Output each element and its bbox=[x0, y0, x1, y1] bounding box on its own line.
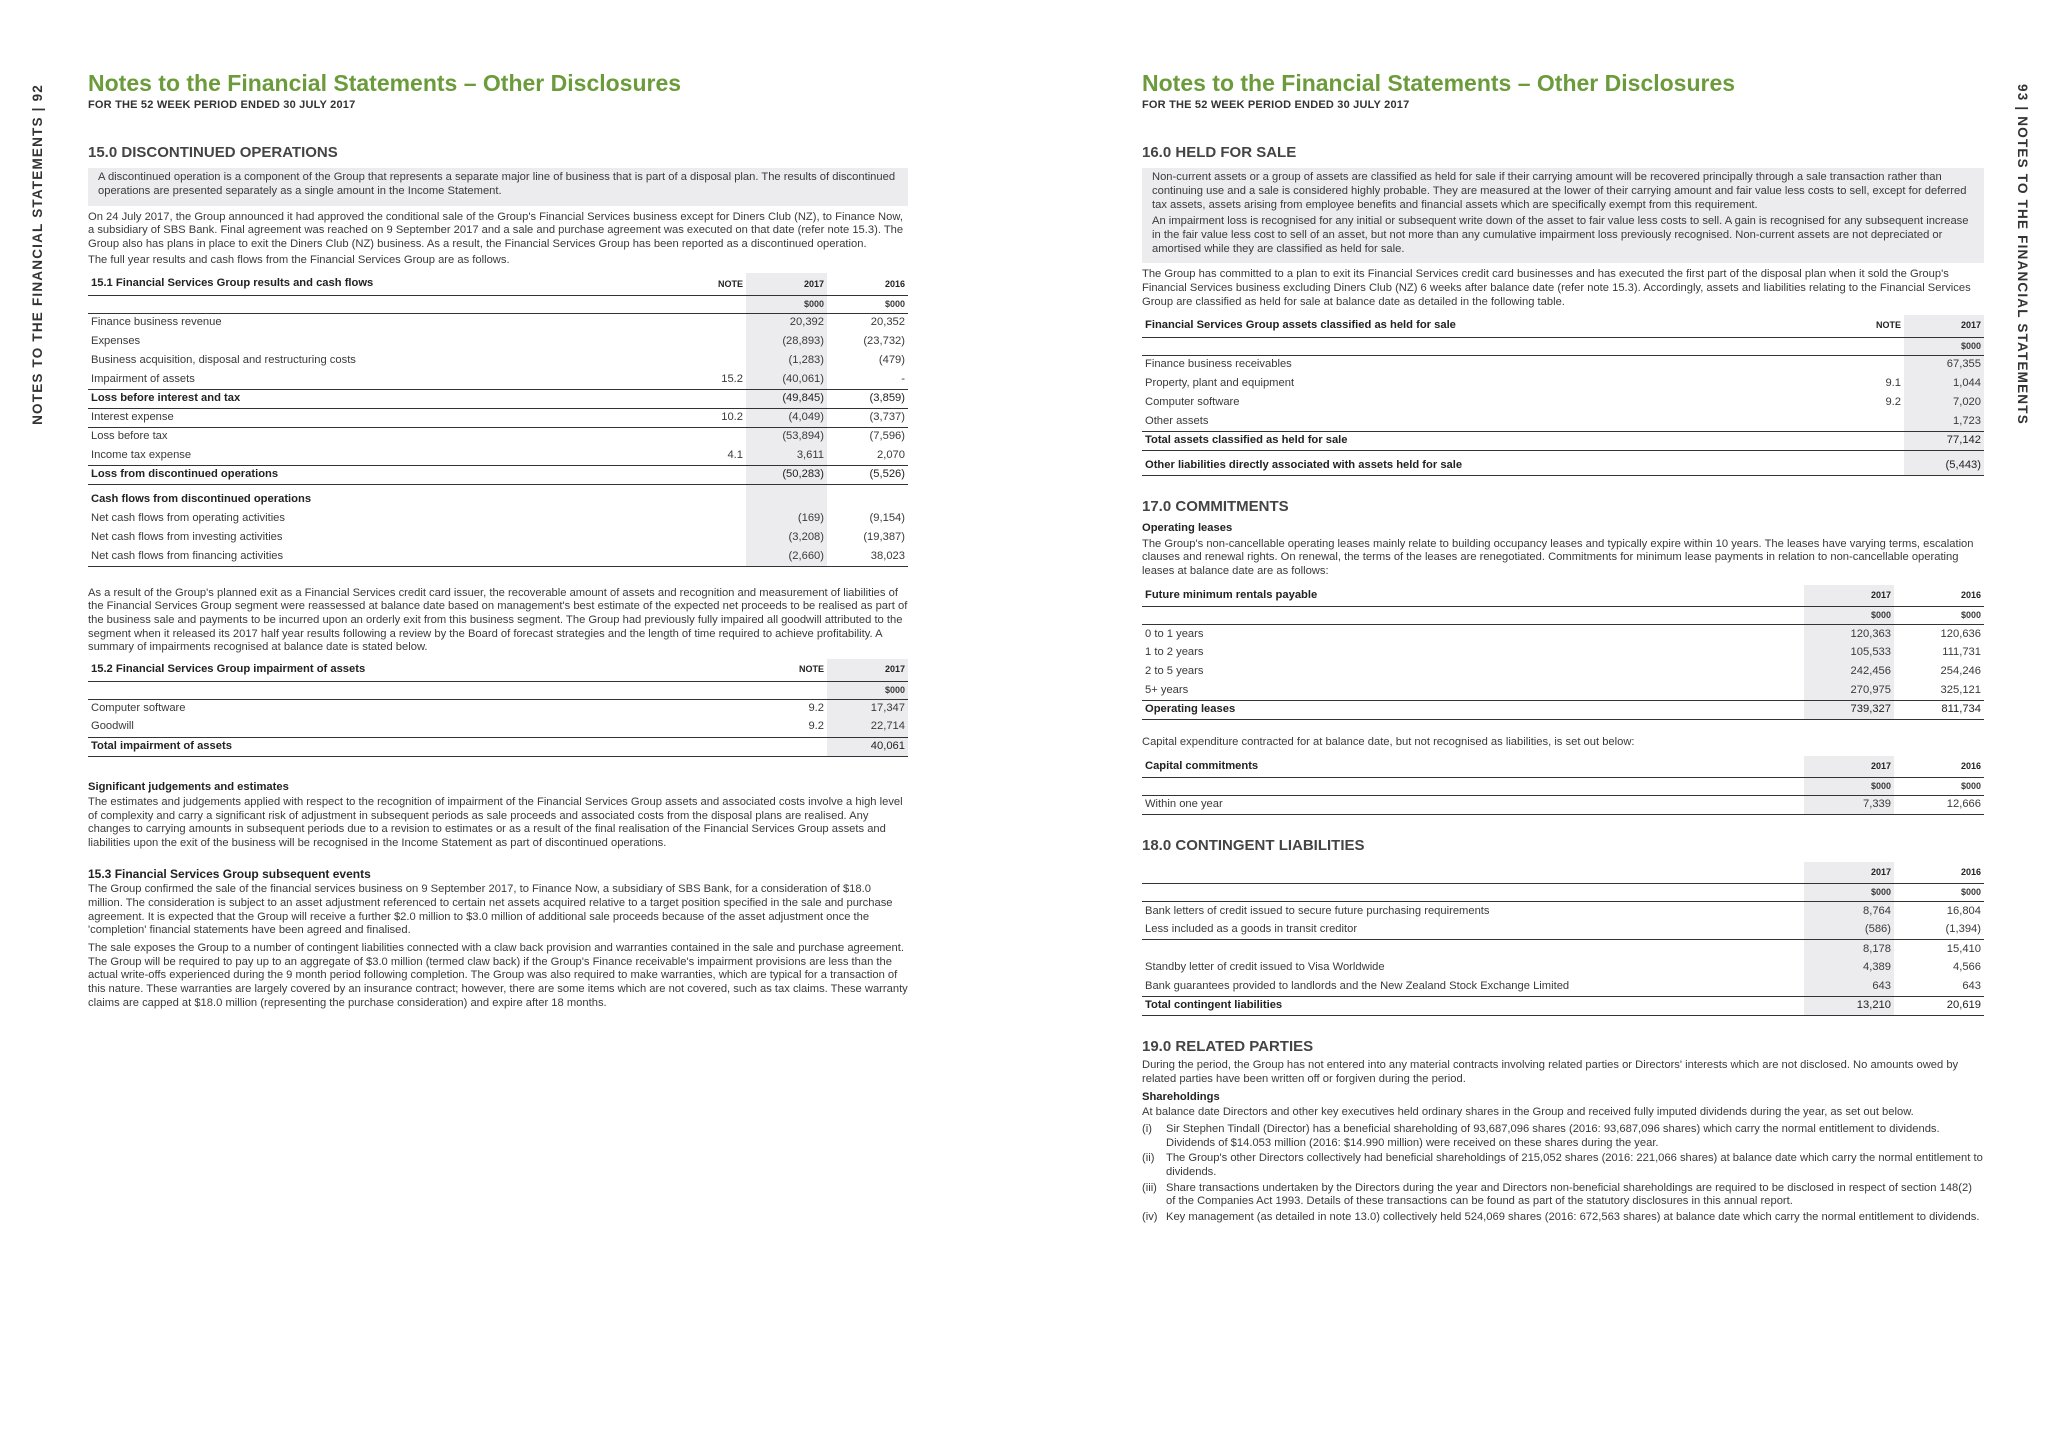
unit-label: $000 bbox=[1960, 610, 1981, 621]
table-heading: 15.2 Financial Services Group impairment of assets bbox=[88, 659, 655, 681]
row-value: 643 bbox=[1804, 978, 1894, 997]
side-label-right: 93 | NOTES TO THE FINANCIAL STATEMENTS bbox=[2015, 84, 2030, 425]
page-subtitle-right: FOR THE 52 WEEK PERIOD ENDED 30 JULY 2017 bbox=[1142, 99, 1410, 111]
row-label: Other assets bbox=[1142, 412, 1742, 431]
table-capital-commitments bbox=[1142, 756, 1984, 816]
unit-label: $000 bbox=[746, 295, 827, 313]
row-label bbox=[1142, 940, 1804, 959]
definition-text: Non-current assets or a group of assets are classified as held for sale if their carrying amount will be recovered principally through a sale transaction rather than continuing use and a sale is considered highly probable. They are measured at the lower of their carrying amount and fair value less costs to sell, except for deferred tax assets, assets arising from employee benefits and financial assets which are specifically exempt from this requirement. bbox=[1152, 171, 1967, 211]
row-label: 1 to 2 years bbox=[1145, 646, 1204, 659]
shareholdings-list bbox=[1142, 1123, 1984, 1225]
year-header: 2017 bbox=[1804, 862, 1894, 884]
row-value: (1,283) bbox=[746, 351, 827, 370]
row-value: (23,732) bbox=[863, 334, 905, 347]
row-value: 7,339 bbox=[1804, 796, 1894, 815]
year-header: 2017 bbox=[1804, 756, 1894, 778]
row-label: Business acquisition, disposal and restructuring costs bbox=[91, 353, 356, 366]
paragraph: The sale exposes the Group to a number of contingent liabilities connected with a claw back provision and warranties contained in the sale and purchase agreement. The Group will be required to pay up to an aggregate of $3.0 million (termed claw back) if the Group's Finance receivable's impairment provisions are less than the actual write-offs experienced during the 9 month period following completion. The Group was also required to make warranties, which are typical for a transaction of this nature. These warranties are largely covered by an insurance contract; however, there are some items which are not covered, such as tax claims. These warranty claims are capped at $18.0 million (representing the purchase consideration) and expire after 18 months. bbox=[88, 942, 908, 1009]
right-column bbox=[1142, 144, 1984, 1227]
subheading: Shareholdings bbox=[1142, 1090, 1220, 1103]
row-note: 15.2 bbox=[655, 370, 746, 389]
row-note: 10.2 bbox=[655, 408, 746, 427]
row-value: 7,020 bbox=[1904, 393, 1984, 412]
subheading: Operating leases bbox=[1142, 522, 1233, 534]
table-heading: Capital commitments bbox=[1142, 756, 1804, 778]
unit-label: $000 bbox=[827, 681, 908, 699]
row-label: 2 to 5 years bbox=[1145, 665, 1204, 678]
unit-label: $000 bbox=[1804, 884, 1894, 902]
table-held-for-sale bbox=[1142, 315, 1984, 476]
row-note: 9.2 bbox=[1885, 395, 1901, 408]
definition-box bbox=[1142, 168, 1984, 263]
side-label-left: NOTES TO THE FINANCIAL STATEMENTS | 92 bbox=[30, 84, 45, 425]
row-value: 22,714 bbox=[827, 718, 908, 737]
row-value: 643 bbox=[1894, 978, 1984, 997]
list-item bbox=[1142, 1211, 1984, 1225]
page-subtitle-left: FOR THE 52 WEEK PERIOD ENDED 30 JULY 2017 bbox=[88, 99, 356, 111]
row-value: 77,142 bbox=[1904, 431, 1984, 450]
section-18-heading: 18.0 CONTINGENT LIABILITIES bbox=[1142, 837, 1365, 855]
right-page bbox=[1024, 0, 2048, 1448]
row-value: 20,619 bbox=[1894, 997, 1984, 1016]
row-value: 40,061 bbox=[827, 737, 908, 756]
row-note bbox=[655, 313, 746, 332]
list-text: Share transactions undertaken by the Directors during the year and Directors non-beneficial shareholdings are required to be disclosed in respect of section 148(2) of the Companies Act 1993. Details of these transactions can be found as part of the statutory disclosures in this annual report. bbox=[1166, 1181, 1972, 1208]
row-label: Impairment of assets bbox=[88, 370, 655, 389]
row-value: (40,061) bbox=[746, 370, 827, 389]
row-value: (19,387) bbox=[863, 530, 905, 543]
table-heading: 15.1 Financial Services Group results and cash flows bbox=[88, 273, 655, 295]
row-value: 15,410 bbox=[1946, 942, 1981, 955]
row-value: (4,049) bbox=[746, 408, 827, 427]
row-note bbox=[655, 389, 746, 408]
row-note bbox=[1742, 412, 1904, 431]
row-label: Income tax expense bbox=[88, 446, 655, 465]
row-value: (7,596) bbox=[869, 430, 905, 443]
row-value: (3,737) bbox=[827, 408, 908, 427]
row-value: 12,666 bbox=[1894, 796, 1984, 815]
year-header: 2016 bbox=[1894, 862, 1984, 884]
list-text: Sir Stephen Tindall (Director) has a beneficial shareholding of 93,687,096 shares (2016: 93,687,096 shares) which carry the normal entitlement to dividends. Dividends of $14.053 million (2016: $14.990 million) were received on these shares during the year. bbox=[1166, 1123, 1940, 1149]
row-value: 739,327 bbox=[1804, 701, 1894, 720]
row-label: Net cash flows from operating activities bbox=[91, 511, 285, 524]
year-header: 2017 bbox=[1804, 585, 1894, 607]
row-label: Goodwill bbox=[88, 718, 655, 737]
page-title-right: Notes to the Financial Statements – Other Disclosures bbox=[1142, 70, 1736, 96]
unit-label: $000 bbox=[1804, 607, 1894, 625]
list-item bbox=[1142, 1123, 1984, 1150]
row-value: 8,178 bbox=[1804, 940, 1894, 959]
row-value: 325,121 bbox=[1894, 682, 1984, 701]
row-value: 13,210 bbox=[1804, 997, 1894, 1016]
list-item bbox=[1142, 1152, 1984, 1179]
note-header: NOTE bbox=[655, 659, 827, 681]
row-label: Computer software bbox=[1145, 395, 1240, 408]
subheading: Significant judgements and estimates bbox=[88, 780, 289, 793]
row-value: (9,154) bbox=[869, 511, 905, 524]
row-value: 254,246 bbox=[1940, 665, 1981, 678]
row-note bbox=[1742, 355, 1904, 374]
row-value: 105,533 bbox=[1804, 644, 1894, 663]
year-header: 2016 bbox=[1894, 756, 1984, 778]
row-value: 17,347 bbox=[827, 699, 908, 718]
paragraph: The Group's non-cancellable operating leases mainly relate to building occupancy leases and typically expire within 10 years. The leases have varying terms, escalation clauses and renewal rights. On renewal, the terms of the leases are renegotiated. Commitments for minimum lease payments in relation to non-cancellable operating leases at balance date are as follows: bbox=[1142, 537, 1974, 577]
unit-label: $000 bbox=[1804, 778, 1894, 796]
row-label: 0 to 1 years bbox=[1142, 625, 1804, 644]
row-value: 270,975 bbox=[1804, 682, 1894, 701]
row-value: 3,611 bbox=[746, 446, 827, 465]
paragraph: The Group has committed to a plan to exit its Financial Services credit card businesses and has executed the first part of the disposal plan when it sold the Group's Financial Services business excluding Diners Club (NZ) 6 weeks after balance date (refer note 15.3). Accordingly, assets and liabilities relating to the Financial Services Group are classified as held for sale at balance date as detailed in the following table. bbox=[1142, 268, 1971, 308]
paragraph: The Group confirmed the sale of the financial services business on 9 September 2017, to Finance Now, a subsidiary of SBS Bank, for a consideration of $18.0 million. The consideration is subject to an asset adjustment referenced to certain net assets acquired relative to a target position specified in the sale and purchase agreement. It is expected that the Group will receive a further $2.0 million to $3.0 million of additional sale proceeds because of the asset adjustment once the 'completion' financial statements have been agreed and finalised. bbox=[88, 883, 893, 937]
row-note: 9.2 bbox=[655, 699, 827, 718]
row-value: 120,636 bbox=[1894, 625, 1984, 644]
paragraph: Capital expenditure contracted for at balance date, but not recognised as liabilities, is set out below: bbox=[1142, 736, 1635, 749]
row-note bbox=[1742, 431, 1904, 450]
table-contingent-liabilities bbox=[1142, 862, 1984, 1017]
note-header: NOTE bbox=[655, 273, 746, 295]
unit-label: $000 bbox=[884, 298, 905, 309]
year-header: 2016 bbox=[827, 273, 908, 295]
definition-box bbox=[88, 168, 908, 205]
row-note: 4.1 bbox=[655, 446, 746, 465]
row-label: Total impairment of assets bbox=[88, 737, 655, 756]
row-value: 2,070 bbox=[827, 446, 908, 465]
row-value: - bbox=[827, 370, 908, 389]
row-value: 111,731 bbox=[1942, 646, 1981, 659]
section-15 bbox=[88, 144, 908, 1012]
row-value: (1,394) bbox=[1894, 921, 1984, 940]
year-header: 2017 bbox=[1904, 315, 1984, 337]
year-header: 2017 bbox=[746, 273, 827, 295]
row-value: 1,044 bbox=[1904, 374, 1984, 393]
row-note bbox=[655, 427, 746, 446]
row-label: Within one year bbox=[1142, 796, 1804, 815]
paragraph: The full year results and cash flows from the Financial Services Group are as follows. bbox=[88, 253, 510, 266]
row-value: 8,764 bbox=[1804, 902, 1894, 921]
table-15-1 bbox=[88, 273, 908, 567]
row-label: Total assets classified as held for sale bbox=[1142, 431, 1742, 450]
page-title-left: Notes to the Financial Statements – Other Disclosures bbox=[88, 70, 682, 96]
cash-flow-heading: Cash flows from discontinued operations bbox=[91, 492, 312, 505]
row-value: (586) bbox=[1804, 921, 1894, 940]
list-text: The Group's other Directors collectively had beneficial shareholdings of 215,052 shares (2016: 221,066 shares) at balance date which carry the normal entitlement to dividends. bbox=[1166, 1152, 1983, 1178]
list-text: Key management (as detailed in note 13.0) collectively held 524,069 shares (2016: 672,563 shares) at balance date which carry the normal entitlement to dividends. bbox=[1166, 1210, 1980, 1223]
table-15-2 bbox=[88, 659, 908, 757]
row-note bbox=[655, 351, 746, 370]
row-note bbox=[655, 332, 746, 351]
year-header: 2016 bbox=[1894, 585, 1984, 607]
unit-label: $000 bbox=[1960, 887, 1981, 898]
row-value: 20,352 bbox=[827, 313, 908, 332]
row-label: Expenses bbox=[91, 334, 141, 347]
row-label: Computer software bbox=[88, 699, 655, 718]
row-note: 9.2 bbox=[655, 718, 827, 737]
section-19-heading: 19.0 RELATED PARTIES bbox=[1142, 1038, 1314, 1056]
paragraph: At balance date Directors and other key executives held ordinary shares in the Group and received fully imputed dividends during the year, as set out below. bbox=[1142, 1106, 1914, 1119]
row-label: Other liabilities directly associated with assets held for sale bbox=[1142, 456, 1742, 475]
row-value: (479) bbox=[878, 353, 905, 366]
row-value: (28,893) bbox=[746, 332, 827, 351]
row-label: Net cash flows from investing activities bbox=[91, 530, 283, 543]
row-value: 4,566 bbox=[1953, 961, 1981, 974]
list-number: (i) bbox=[1142, 1123, 1152, 1135]
row-note bbox=[655, 465, 746, 484]
paragraph: The estimates and judgements applied with respect to the recognition of impairment of the Financial Services Group assets and associated costs involve a high level of complexity and carry a significant risk of adjustment in subsequent periods as sale proceeds and associated costs from the disposal plans are realised. Any changes to carrying amounts in subsequent periods due to a revision to estimates or as a result of the final realisation of the Financial Services Group assets and liabilities upon the exit of the business will be recognised in the Income Statement as part of discontinued operations. bbox=[88, 796, 903, 850]
row-value: 4,389 bbox=[1804, 959, 1894, 978]
list-item bbox=[1142, 1182, 1984, 1209]
list-number: (ii) bbox=[1142, 1152, 1155, 1165]
unit-label: $000 bbox=[1960, 781, 1981, 792]
table-heading: Financial Services Group assets classified as held for sale bbox=[1142, 315, 1742, 337]
section-17-heading: 17.0 COMMITMENTS bbox=[1142, 497, 1289, 515]
year-header: 2017 bbox=[827, 659, 908, 681]
row-value: 16,804 bbox=[1894, 902, 1984, 921]
row-label: Finance business receivables bbox=[1142, 355, 1742, 374]
row-value: (2,660) bbox=[746, 547, 827, 566]
row-value: (5,443) bbox=[1904, 456, 1984, 475]
row-note: 9.1 bbox=[1885, 376, 1901, 389]
note-header: NOTE bbox=[1742, 315, 1904, 337]
row-label: Bank guarantees provided to landlords and the New Zealand Stock Exchange Limited bbox=[1142, 978, 1804, 997]
table-future-rentals bbox=[1142, 585, 1984, 721]
paragraph: On 24 July 2017, the Group announced it had approved the conditional sale of the Group's Financial Services business except for Diners Club (NZ), to Finance Now, a subsidiary of SBS Bank. Final agreement was reached on 9 September 2017 and a sale and purchase agreement was executed on that date (refer note 15.3). The Group also has plans in place to exit the Diners Club (NZ) business. As a result, the Financial Services Group has been reported as a discontinued operation. bbox=[88, 210, 904, 250]
list-number: (iii) bbox=[1142, 1181, 1157, 1194]
row-value: 1,723 bbox=[1904, 412, 1984, 431]
paragraph: During the period, the Group has not entered into any material contracts involving related parties or Directors' interests which are not disclosed. No amounts owed by related parties have been written off or forgiven during the period. bbox=[1142, 1059, 1959, 1086]
row-label: 5+ years bbox=[1142, 682, 1804, 701]
section-15-heading: 15.0 DISCONTINUED OPERATIONS bbox=[88, 144, 338, 161]
paragraph: As a result of the Group's planned exit as a Financial Services credit card issuer, the recoverable amount of assets and recognition and measurement of liabilities of the Financial Services Group segment were reassessed at balance date based on management's best estimate of the expected net proceeds to be realised as part of the business sale and payments to be incurred upon an orderly exit from this business segment. The Group had previously fully impaired all goodwill attributed to the segment when it released its 2017 half year results following a review by the Board of forecast strategies and the length of time required to achieve profitability. A summary of impairments recognised at balance date is stated below. bbox=[88, 586, 908, 654]
row-value: 20,392 bbox=[746, 313, 827, 332]
row-value: (53,894) bbox=[746, 427, 827, 446]
unit-label: $000 bbox=[1904, 337, 1984, 355]
row-value: (50,283) bbox=[746, 465, 827, 484]
row-label: Operating leases bbox=[1142, 701, 1804, 720]
row-value: 120,363 bbox=[1804, 625, 1894, 644]
row-value: (5,526) bbox=[827, 465, 908, 484]
row-label: Bank letters of credit issued to secure future purchasing requirements bbox=[1142, 902, 1804, 921]
row-label: Property, plant and equipment bbox=[1145, 376, 1295, 389]
row-label: Finance business revenue bbox=[88, 313, 655, 332]
row-note bbox=[655, 737, 827, 756]
section-16-heading: 16.0 HELD FOR SALE bbox=[1142, 144, 1297, 161]
row-value: (169) bbox=[746, 509, 827, 528]
row-label: Net cash flows from financing activities bbox=[88, 547, 655, 566]
definition-text: A discontinued operation is a component of the Group that represents a separate major line of business that is part of a disposal plan. The results of discontinued operations are presented separately as a single amount in the Income Statement. bbox=[98, 171, 896, 197]
row-value: 811,734 bbox=[1894, 701, 1984, 720]
row-label: Loss before interest and tax bbox=[88, 389, 655, 408]
row-label: Loss from discontinued operations bbox=[88, 465, 655, 484]
row-value: (3,208) bbox=[746, 528, 827, 547]
row-value: 67,355 bbox=[1904, 355, 1984, 374]
subheading: 15.3 Financial Services Group subsequent events bbox=[88, 866, 371, 881]
table-heading: Future minimum rentals payable bbox=[1142, 585, 1804, 607]
row-label: Less included as a goods in transit creditor bbox=[1142, 921, 1804, 940]
row-label: Standby letter of credit issued to Visa Worldwide bbox=[1145, 961, 1385, 974]
list-number: (iv) bbox=[1142, 1210, 1158, 1223]
row-value: (3,859) bbox=[827, 389, 908, 408]
row-value: 242,456 bbox=[1804, 663, 1894, 682]
row-label: Interest expense bbox=[88, 408, 655, 427]
definition-text: An impairment loss is recognised for any initial or subsequent write down of the asset to fair value less costs to sell. A gain is recognised for any subsequent increase in the fair value less cost to sell of an asset, but not more than any cumulative impairment loss previously recognised. Non-current assets are not depreciated or amortised while they are classified as held for sale. bbox=[1152, 215, 1969, 255]
row-label: Total contingent liabilities bbox=[1142, 997, 1804, 1016]
row-value: 38,023 bbox=[827, 547, 908, 566]
row-label: Loss before tax bbox=[91, 430, 168, 443]
row-value: (49,845) bbox=[746, 389, 827, 408]
